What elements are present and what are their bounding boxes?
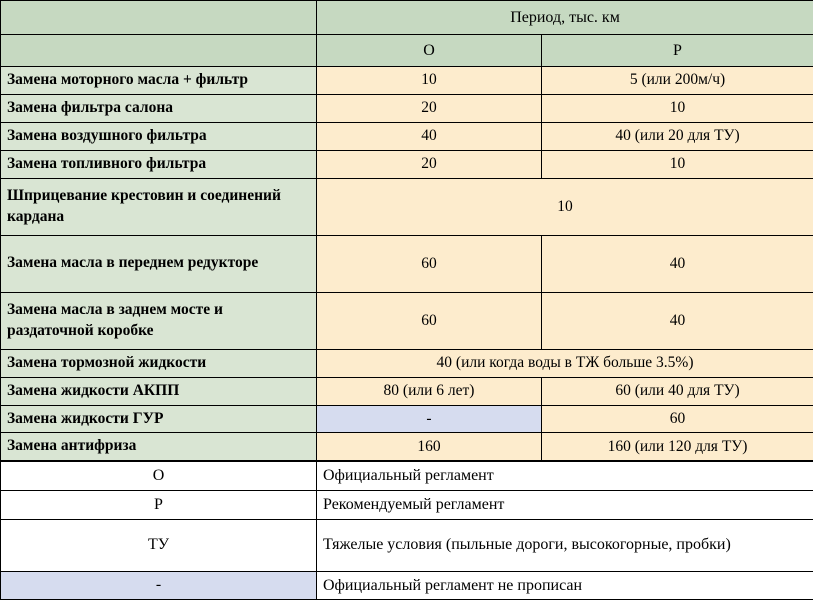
legend-key: О — [1, 462, 317, 491]
column-header-p: Р — [542, 35, 813, 67]
row-label: Замена тормозной жидкости — [1, 349, 317, 377]
table-header-row — [1, 1, 813, 35]
legend-description: Тяжелые условия (пыльные дороги, высокогорные, пробки) — [317, 519, 813, 571]
row-value-p: 60 — [542, 405, 813, 433]
row-value-o: 40 — [317, 122, 542, 150]
header-empty-cell — [1, 1, 317, 35]
legend-row — [1, 490, 813, 519]
legend-row — [1, 462, 813, 491]
table-row — [1, 349, 813, 377]
table-row — [1, 235, 813, 292]
table-row — [1, 178, 813, 235]
row-label: Замена масла в переднем редукторе — [1, 235, 317, 292]
legend-row — [1, 571, 813, 600]
row-value-p: 40 — [542, 235, 813, 292]
row-value-o: - — [317, 405, 542, 433]
row-value-o: 20 — [317, 94, 542, 122]
row-label: Шприцевание крестовин и соединений кардана — [1, 178, 317, 235]
row-value-o: 10 — [317, 67, 542, 95]
legend-row — [1, 519, 813, 571]
legend-table — [0, 461, 813, 600]
row-label: Замена воздушного фильтра — [1, 122, 317, 150]
table-row — [1, 377, 813, 405]
table-row — [1, 94, 813, 122]
legend-description: Официальный регламент не прописан — [317, 571, 813, 600]
row-value-o: 60 — [317, 292, 542, 349]
row-value-o: 60 — [317, 235, 542, 292]
row-label: Замена масла в заднем мосте и раздаточной коробке — [1, 292, 317, 349]
row-value-p: 10 — [542, 150, 813, 178]
row-value-o: 80 (или 6 лет) — [317, 377, 542, 405]
table-row — [1, 433, 813, 461]
legend-key: ТУ — [1, 519, 317, 571]
row-value-p: 40 (или 20 для ТУ) — [542, 122, 813, 150]
header-period-title: Период, тыс. км — [317, 1, 813, 35]
row-label: Замена фильтра салона — [1, 94, 317, 122]
row-value-p: 60 (или 40 для ТУ) — [542, 377, 813, 405]
row-label: Замена топливного фильтра — [1, 150, 317, 178]
row-label: Замена жидкости АКПП — [1, 377, 317, 405]
legend-description: Рекомендуемый регламент — [317, 490, 813, 519]
row-value-p: 10 — [542, 94, 813, 122]
table-row — [1, 405, 813, 433]
table-row — [1, 122, 813, 150]
legend-key: - — [1, 571, 317, 600]
row-value-o: 160 — [317, 433, 542, 461]
column-header-o: О — [317, 35, 542, 67]
legend-description: Официальный регламент — [317, 462, 813, 491]
row-label: Замена жидкости ГУР — [1, 405, 317, 433]
row-value-p: 40 — [542, 292, 813, 349]
table-row — [1, 150, 813, 178]
table-row — [1, 292, 813, 349]
row-value-merged: 40 (или когда воды в ТЖ больше 3.5%) — [317, 349, 813, 377]
row-value-p: 5 (или 200м/ч) — [542, 67, 813, 95]
row-value-merged: 10 — [317, 178, 813, 235]
row-label: Замена моторного масла + фильтр — [1, 67, 317, 95]
legend-key: Р — [1, 490, 317, 519]
table-subheader-row — [1, 35, 813, 67]
subheader-empty-cell — [1, 35, 317, 67]
table-row — [1, 67, 813, 95]
row-value-o: 20 — [317, 150, 542, 178]
row-label: Замена антифриза — [1, 433, 317, 461]
row-value-p: 160 (или 120 для ТУ) — [542, 433, 813, 461]
